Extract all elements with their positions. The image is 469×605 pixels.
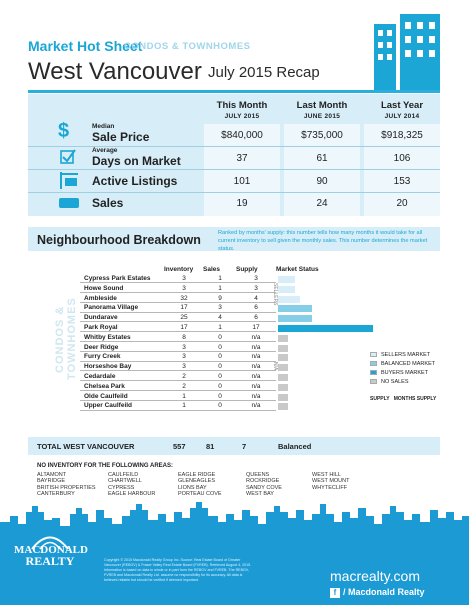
legend-item bbox=[370, 370, 428, 376]
city-name: West Vancouver bbox=[28, 58, 202, 85]
area-name: CAULFEILD bbox=[108, 472, 139, 478]
market-status-bar bbox=[278, 403, 288, 410]
sellers-axis-label: SELLERS bbox=[272, 283, 278, 306]
metric-label-active-listings: Active Listings bbox=[92, 174, 178, 188]
sales-cell: 0 bbox=[218, 402, 222, 410]
area-column bbox=[108, 472, 155, 497]
checkbox-icon bbox=[60, 149, 76, 165]
metric-value: $840,000 bbox=[221, 130, 263, 141]
city-skyline bbox=[0, 498, 469, 532]
metric-divider bbox=[28, 169, 440, 170]
sales-cell: 1 bbox=[218, 324, 222, 332]
sale-sign-icon bbox=[58, 171, 80, 189]
inventory-cell: 1 bbox=[182, 392, 186, 400]
supply-cell: n/a bbox=[251, 373, 261, 381]
supply-cell: 6 bbox=[254, 314, 258, 322]
sales-cell: 0 bbox=[218, 353, 222, 361]
supply-cell: n/a bbox=[251, 392, 261, 400]
table-row bbox=[80, 275, 276, 283]
metric-divider bbox=[28, 146, 440, 147]
metric-prefix: Average bbox=[92, 147, 118, 154]
header-rule bbox=[28, 90, 440, 93]
hot-sheet-title: Market Hot Sheet bbox=[28, 38, 143, 54]
table-row bbox=[80, 304, 276, 312]
market-status-bar bbox=[278, 354, 288, 361]
area-name: WEST BAY bbox=[246, 490, 274, 497]
area-name: WHYTECLIFF bbox=[312, 484, 348, 491]
supply-cell: n/a bbox=[251, 353, 261, 361]
metric-label-sales: Sales bbox=[92, 196, 124, 210]
metric-divider bbox=[28, 192, 440, 193]
inventory-cell: 3 bbox=[182, 275, 186, 283]
neighbourhood-name: Whitby Estates bbox=[84, 333, 131, 341]
inventory-cell: 3 bbox=[182, 363, 186, 371]
market-status-bar bbox=[278, 315, 312, 322]
header-inventory: Inventory bbox=[164, 266, 194, 273]
inventory-cell: 17 bbox=[180, 324, 188, 332]
table-row bbox=[80, 324, 276, 332]
table-row bbox=[80, 285, 276, 293]
area-name: GLENEAGLES bbox=[178, 478, 215, 485]
website-link[interactable]: macrealty.com bbox=[330, 568, 420, 584]
area-column bbox=[178, 472, 222, 497]
neighbourhood-name: Deer Ridge bbox=[84, 343, 119, 351]
total-sales: 81 bbox=[206, 442, 215, 451]
metric-value: 19 bbox=[236, 198, 248, 209]
metric-value: 20 bbox=[396, 198, 408, 209]
supply-cell: 6 bbox=[254, 304, 258, 312]
market-status-bar bbox=[278, 374, 288, 381]
market-status-bar bbox=[278, 345, 288, 352]
market-status-bar bbox=[278, 325, 373, 332]
inventory-cell: 32 bbox=[180, 294, 188, 302]
table-row bbox=[80, 314, 276, 322]
buildings-icon bbox=[372, 14, 442, 90]
hot-sheet-subtitle: CONDOS & TOWNHOMES bbox=[124, 41, 251, 52]
neighbourhood-title: Neighbourhood Breakdown bbox=[37, 233, 201, 247]
area-name: QUEENS bbox=[246, 472, 270, 478]
table-row bbox=[80, 344, 276, 352]
market-status-bar bbox=[278, 286, 295, 293]
legend-swatch bbox=[370, 352, 377, 357]
legend-swatch bbox=[370, 370, 377, 375]
metric-value: 101 bbox=[233, 176, 251, 187]
sales-cell: 3 bbox=[218, 304, 222, 312]
supply-cell: 17 bbox=[252, 324, 260, 332]
sales-cell: 0 bbox=[218, 382, 222, 390]
metric-label-sale-price: Sale Price bbox=[92, 130, 150, 144]
recap-label: July 2015 Recap bbox=[208, 64, 320, 81]
market-status-bar bbox=[278, 305, 312, 312]
neighbourhood-name: Upper Caulfeild bbox=[84, 402, 133, 410]
total-label: TOTAL WEST VANCOUVER bbox=[37, 442, 135, 451]
metric-value: 61 bbox=[316, 153, 328, 164]
legend-swatch bbox=[370, 361, 377, 366]
metric-prefix: Median bbox=[92, 123, 115, 130]
header-sales: Sales bbox=[203, 266, 220, 273]
total-inventory: 557 bbox=[173, 442, 186, 451]
macdonald-realty-logo[interactable]: MACDONALD REALTY bbox=[14, 544, 88, 568]
inventory-cell: 2 bbox=[182, 382, 186, 390]
market-status-bar bbox=[278, 384, 288, 391]
legend-swatch bbox=[370, 379, 377, 384]
neighbourhood-name: Furry Creek bbox=[84, 353, 121, 361]
neighbourhood-name: Ambleside bbox=[84, 294, 117, 302]
area-name: CHARTWELL bbox=[108, 478, 142, 485]
supply-cell: n/a bbox=[251, 333, 261, 341]
inventory-cell: 8 bbox=[182, 333, 186, 341]
neighbourhood-name: Cedardale bbox=[84, 373, 116, 381]
sales-cell: 0 bbox=[218, 333, 222, 341]
market-status-bar bbox=[278, 364, 288, 371]
area-name: WEST MOUNT bbox=[312, 478, 350, 485]
market-status-bar bbox=[278, 335, 288, 342]
header-supply: Supply bbox=[236, 266, 258, 273]
area-name: EAGLE RIDGE bbox=[178, 472, 216, 478]
legend-axis: SUPPLY MONTHS SUPPLY bbox=[370, 396, 437, 402]
inventory-cell: 3 bbox=[182, 284, 186, 292]
market-status-bar bbox=[278, 276, 295, 283]
neighbourhood-name: Cypress Park Estates bbox=[84, 275, 151, 283]
neighbourhood-note: Ranked by months' supply: this number tells how many months it would take for all current inventory to sell given the monthly sales. This number determines the market status. bbox=[218, 230, 428, 252]
area-name: CYPRESS bbox=[108, 484, 135, 491]
metric-value: 24 bbox=[316, 198, 328, 209]
area-name: ALTAMONT bbox=[37, 472, 67, 478]
metric-value: $735,000 bbox=[301, 130, 343, 141]
sales-cell: 0 bbox=[218, 363, 222, 371]
column-header-last-month: Last Month JUNE 2015 bbox=[296, 100, 348, 120]
table-row bbox=[80, 334, 276, 342]
sales-cell: 0 bbox=[218, 343, 222, 351]
legend-label: BUYERS MARKET bbox=[381, 370, 429, 376]
table-row bbox=[80, 402, 276, 410]
table-row bbox=[80, 353, 276, 361]
metric-value: $918,325 bbox=[381, 130, 423, 141]
area-name: ROCKRIDGE bbox=[246, 478, 280, 485]
vertical-section-label: CONDOS & TOWNHOMES bbox=[54, 297, 78, 381]
neighbourhood-name: Horseshoe Bay bbox=[84, 363, 132, 371]
area-name: LIONS BAY bbox=[178, 484, 207, 491]
legend-label: BALANCED MARKET bbox=[381, 361, 436, 367]
metric-label-days-on-market: Days on Market bbox=[92, 154, 181, 168]
market-status-bars bbox=[278, 275, 388, 415]
sales-cell: 1 bbox=[218, 284, 222, 292]
footer-fine-print: Copyright © 2015 Macdonald Realty Group Inc. Source: Real Estate Board of Greater Vancouver (REBGV) & Fraser Valley Real Estate Board (FVREB). Retrieved August 4, 2015. Information is based on data in whole or in part from the REBGV and FVREB. The REBGV, FVREB and Macdonald Realty Ltd. assume no responsibility for its accuracy. All data is believed reliable but should be verified if deemed important. bbox=[104, 558, 252, 582]
table-row bbox=[80, 373, 276, 381]
legend-label: NO SALES bbox=[381, 379, 409, 385]
supply-cell: 3 bbox=[254, 284, 258, 292]
area-name: PORTEAU COVE bbox=[178, 490, 222, 497]
table-row bbox=[80, 363, 276, 371]
total-supply: 7 bbox=[242, 442, 247, 451]
supply-cell: n/a bbox=[251, 402, 261, 410]
inventory-cell: 3 bbox=[182, 353, 186, 361]
inventory-cell: 1 bbox=[182, 402, 186, 410]
supply-cell: n/a bbox=[251, 382, 261, 390]
legend-item bbox=[370, 379, 409, 385]
sales-cell: 0 bbox=[218, 373, 222, 381]
neighbourhood-name: Chelsea Park bbox=[84, 382, 125, 390]
column-header-last-year: Last Year JULY 2014 bbox=[380, 100, 424, 120]
supply-cell: 3 bbox=[254, 275, 258, 283]
area-name: WEST HILL bbox=[312, 472, 341, 478]
supply-cell: 4 bbox=[254, 294, 258, 302]
area-name: EAGLE HARBOUR bbox=[108, 490, 156, 497]
legend-item bbox=[370, 352, 430, 358]
sales-cell: 9 bbox=[218, 294, 222, 302]
supply-cell: n/a bbox=[251, 343, 261, 351]
legend-label: SELLERS MARKET bbox=[381, 352, 431, 358]
facebook-link[interactable]: f / Macdonald Realty bbox=[330, 587, 425, 598]
neighbourhood-name: Dundarave bbox=[84, 314, 118, 322]
legend-item bbox=[370, 361, 435, 367]
table-row bbox=[80, 295, 276, 303]
dollar-icon: $ bbox=[58, 120, 70, 142]
neighbourhood-name: Panorama Village bbox=[84, 304, 139, 312]
table-row bbox=[80, 383, 276, 391]
sales-cell: 0 bbox=[218, 392, 222, 400]
column-header-this-month: This Month JULY 2015 bbox=[216, 100, 268, 120]
na-axis-label: N/A bbox=[272, 362, 278, 371]
inventory-cell: 25 bbox=[180, 314, 188, 322]
facebook-icon: f bbox=[330, 588, 340, 598]
metric-value: 153 bbox=[393, 176, 411, 187]
market-status-bar bbox=[278, 394, 288, 401]
area-name: CANTERBURY bbox=[37, 490, 75, 497]
area-column bbox=[312, 472, 349, 491]
metric-value: 90 bbox=[316, 176, 328, 187]
no-inventory-title: NO INVENTORY FOR THE FOLLOWING AREAS: bbox=[37, 463, 174, 469]
market-status-bar bbox=[278, 296, 300, 303]
inventory-cell: 2 bbox=[182, 373, 186, 381]
metric-value: 37 bbox=[236, 153, 248, 164]
total-status: Balanced bbox=[278, 442, 312, 451]
sold-tag-icon bbox=[58, 197, 80, 209]
area-column bbox=[37, 472, 96, 497]
area-name: BRITISH PROPERTIES bbox=[37, 484, 96, 491]
table-row bbox=[80, 393, 276, 401]
sales-cell: 4 bbox=[218, 314, 222, 322]
supply-cell: n/a bbox=[251, 363, 261, 371]
area-column bbox=[246, 472, 282, 497]
area-name: BAYRIDGE bbox=[37, 478, 66, 485]
inventory-cell: 17 bbox=[180, 304, 188, 312]
neighbourhood-name: Park Royal bbox=[84, 324, 118, 332]
inventory-cell: 3 bbox=[182, 343, 186, 351]
header-market-status: Market Status bbox=[276, 266, 319, 273]
area-name: SANDY COVE bbox=[246, 484, 282, 491]
neighbourhood-name: Olde Caulfeild bbox=[84, 392, 128, 400]
sales-cell: 1 bbox=[218, 275, 222, 283]
neighbourhood-name: Howe Sound bbox=[84, 284, 124, 292]
metric-value: 106 bbox=[393, 153, 411, 164]
